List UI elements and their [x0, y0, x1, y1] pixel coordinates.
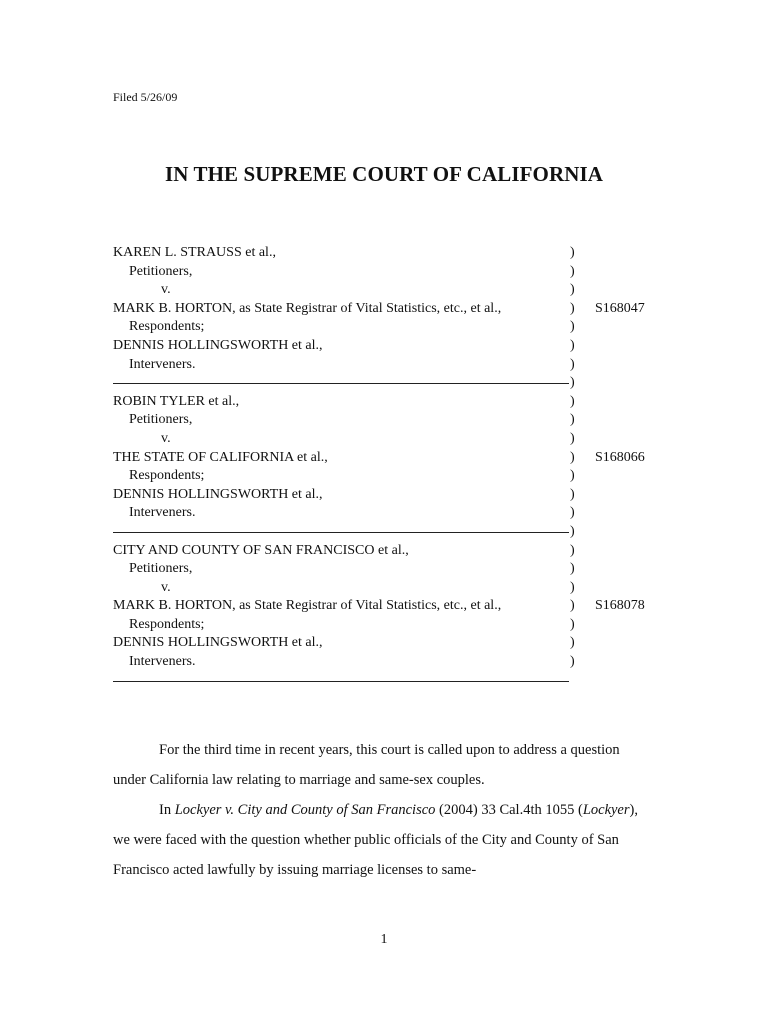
respondent-name: THE STATE OF CALIFORNIA et al.,	[113, 449, 328, 465]
caption-line: v. )	[113, 579, 673, 598]
caption-line: Respondents; )	[113, 467, 673, 486]
caption-line: KAREN L. STRAUSS et al., )	[113, 244, 673, 263]
petitioner-name: KAREN L. STRAUSS et al.,	[113, 245, 276, 260]
caption-line: Interveners. )	[113, 356, 673, 375]
caption-line: Petitioners, )	[113, 560, 673, 579]
party-role: Interveners.	[129, 356, 196, 372]
caption-line: MARK B. HORTON, as State Registrar of Vital Statistics, etc., et al., ) S168078	[113, 597, 673, 616]
caption-line: MARK B. HORTON, as State Registrar of Vital Statistics, etc., et al., ) S168047	[113, 300, 673, 319]
caption-line: THE STATE OF CALIFORNIA et al., ) S168066	[113, 449, 673, 468]
petitioner-name: ROBIN TYLER et al.,	[113, 393, 240, 409]
caption-line: Petitioners, )	[113, 411, 673, 430]
party-role: Respondents;	[129, 468, 205, 484]
divider-rule	[113, 681, 569, 682]
caption-line: Respondents; )	[113, 616, 673, 635]
intervener-name: DENNIS HOLLINGSWORTH et al.,	[113, 486, 323, 502]
party-role: Petitioners,	[129, 561, 193, 577]
versus: v.	[161, 282, 171, 298]
case-number: S168047	[595, 300, 645, 316]
caption-line: ROBIN TYLER et al., )	[113, 393, 673, 412]
party-role: Petitioners,	[129, 412, 193, 428]
caption-line: Interveners. )	[113, 653, 673, 672]
intervener-name: DENNIS HOLLINGSWORTH et al.,	[113, 635, 323, 651]
caption-divider	[113, 672, 673, 691]
opinion-body	[113, 735, 653, 885]
divider-rule	[113, 532, 569, 533]
party-role: Interveners.	[129, 505, 196, 521]
caption-line: v. )	[113, 430, 673, 449]
divider-rule	[113, 383, 569, 384]
case-short-name: Lockyer	[582, 802, 630, 818]
caption-line: DENNIS HOLLINGSWORTH et al., )	[113, 337, 673, 356]
case-citation: Lockyer v. City and County of San Francisco	[174, 802, 436, 818]
versus: v.	[161, 579, 171, 595]
party-role: Petitioners,	[129, 263, 193, 279]
intervener-name: DENNIS HOLLINGSWORTH et al.,	[113, 337, 323, 353]
paragraph: For the third time in recent years, this court is called upon to address a question under California law relating to marriage and same-sex couples.	[113, 742, 620, 788]
versus: v.	[161, 430, 171, 446]
caption-line: Respondents; )	[113, 318, 673, 337]
respondent-name: MARK B. HORTON, as State Registrar of Vital Statistics, etc., et al.,	[113, 598, 502, 614]
caption-line: Petitioners, )	[113, 263, 673, 282]
caption-line: Interveners. )	[113, 504, 673, 523]
caption-divider: )	[113, 523, 673, 542]
case-caption	[113, 244, 673, 690]
caption-line: v. )	[113, 281, 673, 300]
party-role: Respondents;	[129, 319, 205, 335]
caption-line: CITY AND COUNTY OF SAN FRANCISCO et al., )	[113, 542, 673, 561]
filed-date: Filed 5/26/09	[113, 90, 178, 104]
court-title: IN THE SUPREME COURT OF CALIFORNIA	[164, 162, 604, 186]
case-number: S168078	[595, 598, 645, 614]
caption-divider: )	[113, 374, 673, 393]
party-role: Interveners.	[129, 654, 196, 670]
case-number: S168066	[595, 449, 645, 465]
party-role: Respondents;	[129, 616, 205, 632]
caption-line: DENNIS HOLLINGSWORTH et al., )	[113, 634, 673, 653]
paragraph: In Lockyer v. City and County of San Francisco (2004) 33 Cal.4th 1055 (Lockyer), we were faced with the question whether public officials of the City and County of San Francisco acted lawfully by issuing marriage licenses to same-	[113, 802, 638, 878]
caption-line: DENNIS HOLLINGSWORTH et al., )	[113, 486, 673, 505]
respondent-name: MARK B. HORTON, as State Registrar of Vital Statistics, etc., et al.,	[113, 300, 502, 316]
page-number: 1	[380, 932, 388, 947]
petitioner-name: CITY AND COUNTY OF SAN FRANCISCO et al.,	[113, 542, 409, 558]
